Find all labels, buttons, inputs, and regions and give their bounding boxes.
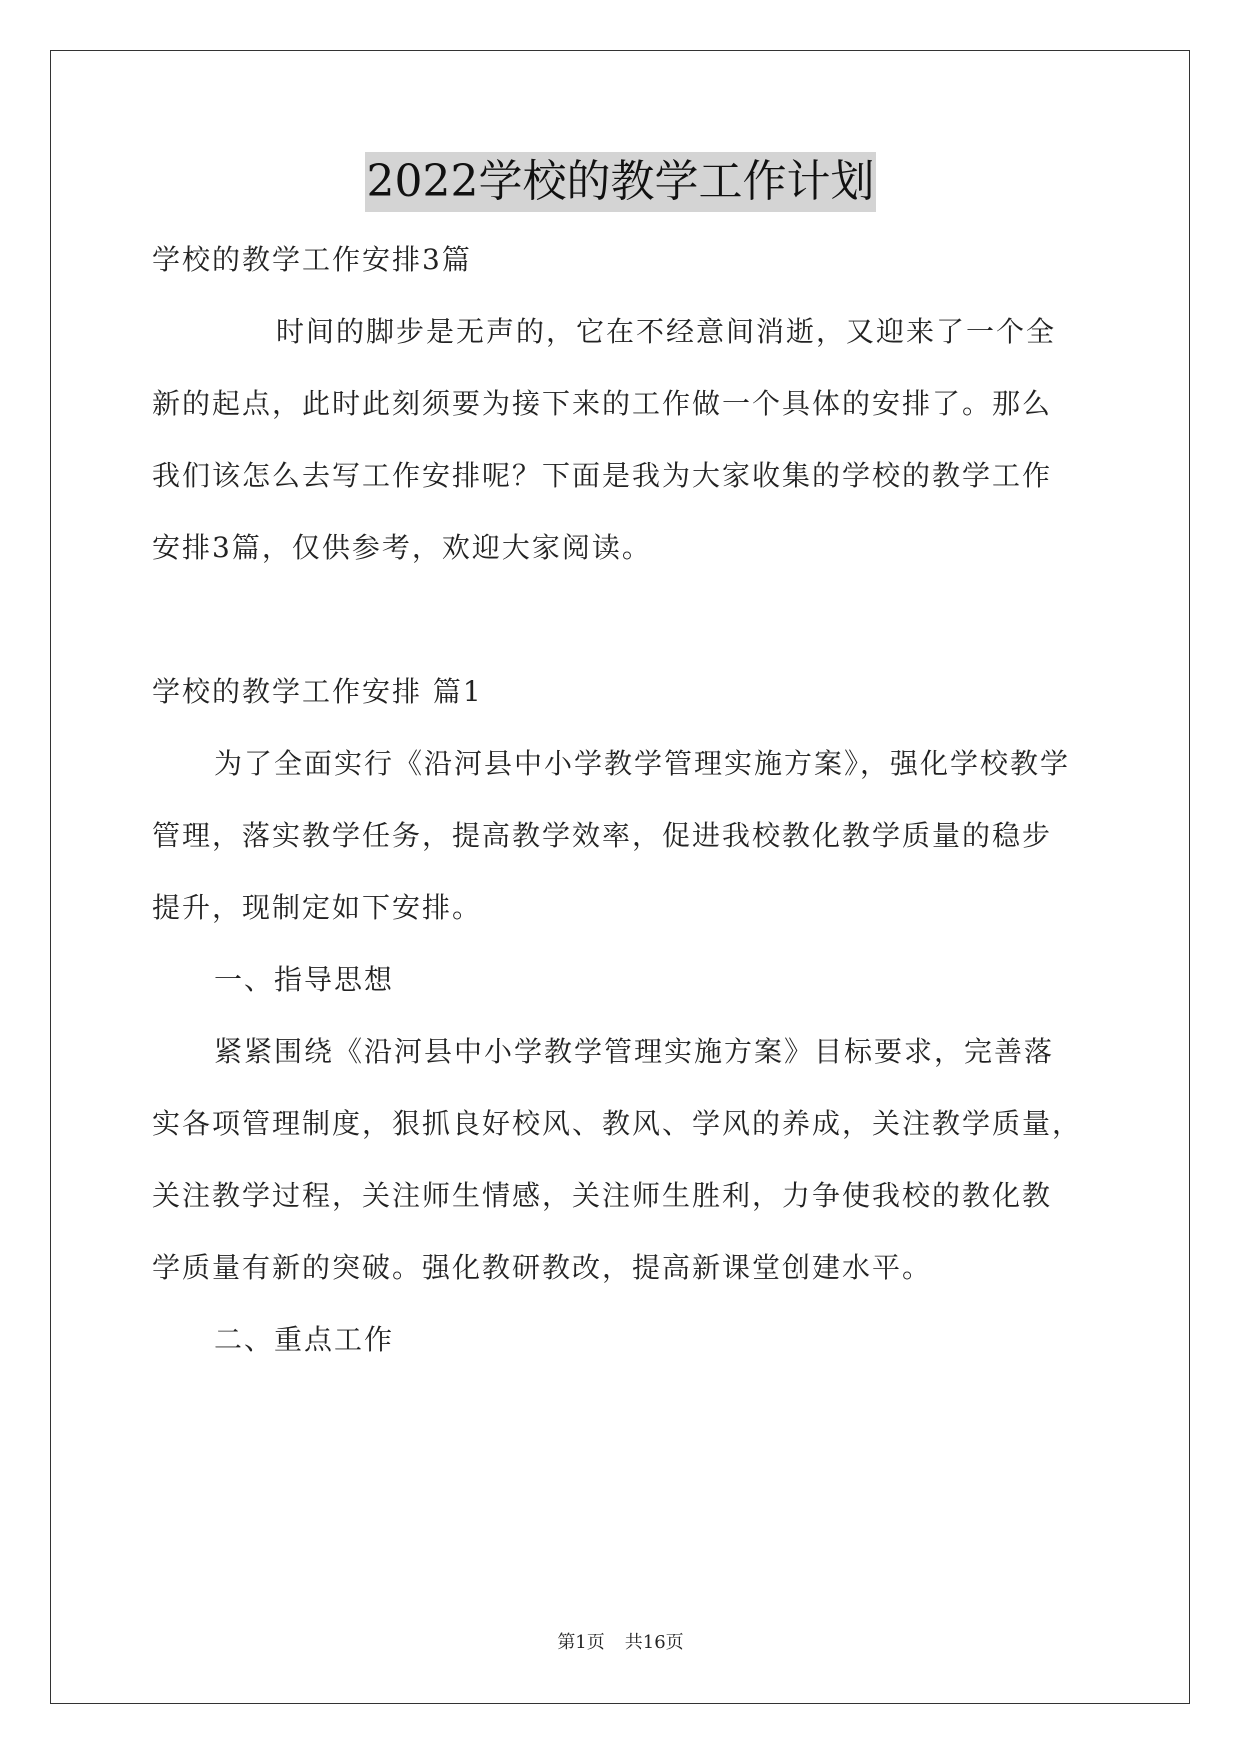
intro-line: 时间的脚步是无声的，它在不经意间消逝，又迎来了一个全 <box>276 315 1057 348</box>
page-border <box>50 50 1190 1704</box>
paragraph-line: 管理，落实教学任务，提高教学效率，促进我校教化教学质量的稳步 <box>152 819 1053 852</box>
page-footer <box>0 1631 1241 1655</box>
intro-line: 我们该怎么去写工作安排呢？下面是我为大家收集的学校的教学工作 <box>152 459 1053 492</box>
title-wrapper <box>0 152 1241 212</box>
document-subtitle: 学校的教学工作安排3篇 <box>152 243 472 276</box>
paragraph-line: 关注教学过程，关注师生情感，关注师生胜利，力争使我校的教化教 <box>152 1179 1053 1212</box>
page-number-current: 第1页 <box>557 1632 605 1653</box>
intro-line: 新的起点，此时此刻须要为接下来的工作做一个具体的安排了。那么 <box>152 387 1053 420</box>
document-title: 2022学校的教学工作计划 <box>365 152 877 212</box>
heading-guiding-ideology: 一、指导思想 <box>214 963 395 996</box>
page-number-total: 共16页 <box>624 1632 684 1653</box>
paragraph-line: 紧紧围绕《沿河县中小学教学管理实施方案》目标要求，完善落 <box>214 1035 1055 1068</box>
paragraph-line: 学质量有新的突破。强化教研教改，提高新课堂创建水平。 <box>152 1251 933 1284</box>
heading-key-work: 二、重点工作 <box>214 1323 395 1356</box>
paragraph-line: 为了全面实行《沿河县中小学教学管理实施方案》，强化学校教学 <box>214 747 1071 780</box>
paragraph-line: 实各项管理制度，狠抓良好校风、教风、学风的养成，关注教学质量， <box>152 1107 1083 1140</box>
intro-line: 安排3篇，仅供参考，欢迎大家阅读。 <box>152 531 652 564</box>
section-heading: 学校的教学工作安排 篇1 <box>152 675 483 708</box>
paragraph-line: 提升，现制定如下安排。 <box>152 891 483 924</box>
